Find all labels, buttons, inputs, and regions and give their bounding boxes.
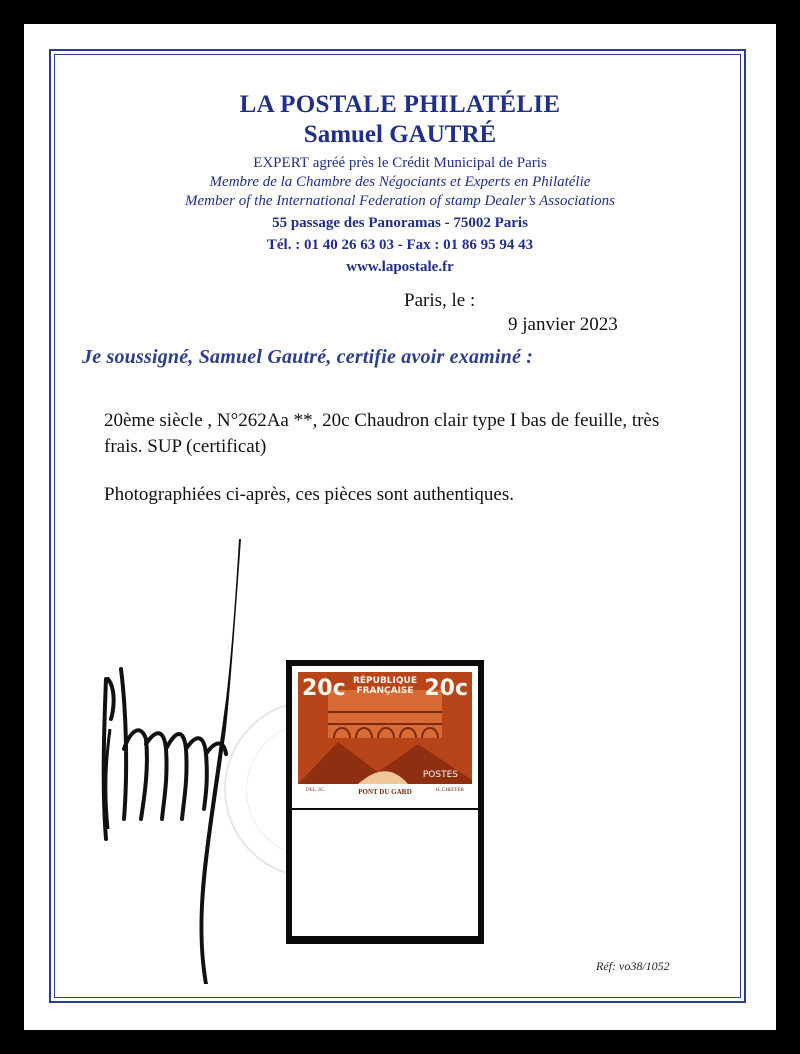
authenticity-statement: Photographiées ci-après, ces pièces sont authentiques.	[104, 484, 514, 505]
letterhead	[24, 90, 776, 277]
phone-fax: Tél. : 01 40 26 63 03 - Fax : 01 86 95 94 43	[266, 237, 534, 253]
website-link[interactable]: www.lapostale.fr	[346, 259, 454, 275]
membership-fr: Membre de la Chambre des Négociants et Experts en Philatélie	[209, 174, 591, 190]
expert-name: Samuel GAUTRÉ	[303, 121, 497, 148]
stamp-engraver: H. CHEFFER	[435, 788, 464, 793]
stamp-designer: DEL. SC.	[306, 788, 326, 793]
certificate-sheet	[24, 24, 776, 1030]
stamp-title: PONT DU GARD	[358, 788, 412, 796]
item-description: 20ème siècle , N°262Aa **, 20c Chaudron clair type I bas de feuille, très frais. SUP (certificat)	[104, 410, 660, 457]
stamp	[292, 666, 478, 808]
reference-number: Réf: vo38/1052	[596, 959, 670, 973]
expert-suffix: agréé près le Crédit Municipal de Paris	[308, 155, 547, 171]
expert-accreditation	[24, 154, 776, 173]
certification-statement: Je soussigné, Samuel Gautré, certifie avoir examiné :	[82, 346, 534, 368]
stamp-value-left: 20c	[302, 676, 346, 701]
membership-en: Member of the International Federation of stamp Dealer’s Associations	[185, 193, 615, 209]
stamp-photo	[286, 660, 484, 944]
company-name: LA POSTALE PHILATÉLIE	[239, 91, 561, 118]
expert-prefix: EXPERT	[253, 155, 309, 171]
sheet-margin	[292, 810, 478, 936]
address: 55 passage des Panoramas - 75002 Paris	[272, 215, 528, 231]
stamp-postes-label: POSTES	[422, 770, 458, 780]
dateline-date: 9 janvier 2023	[508, 314, 618, 335]
stamp-country: RÉPUBLIQUE FRANÇAISE	[352, 676, 418, 696]
dateline-place: Paris, le :	[404, 290, 476, 311]
stamp-value-right: 20c	[424, 676, 468, 701]
stamp-design	[298, 672, 472, 784]
